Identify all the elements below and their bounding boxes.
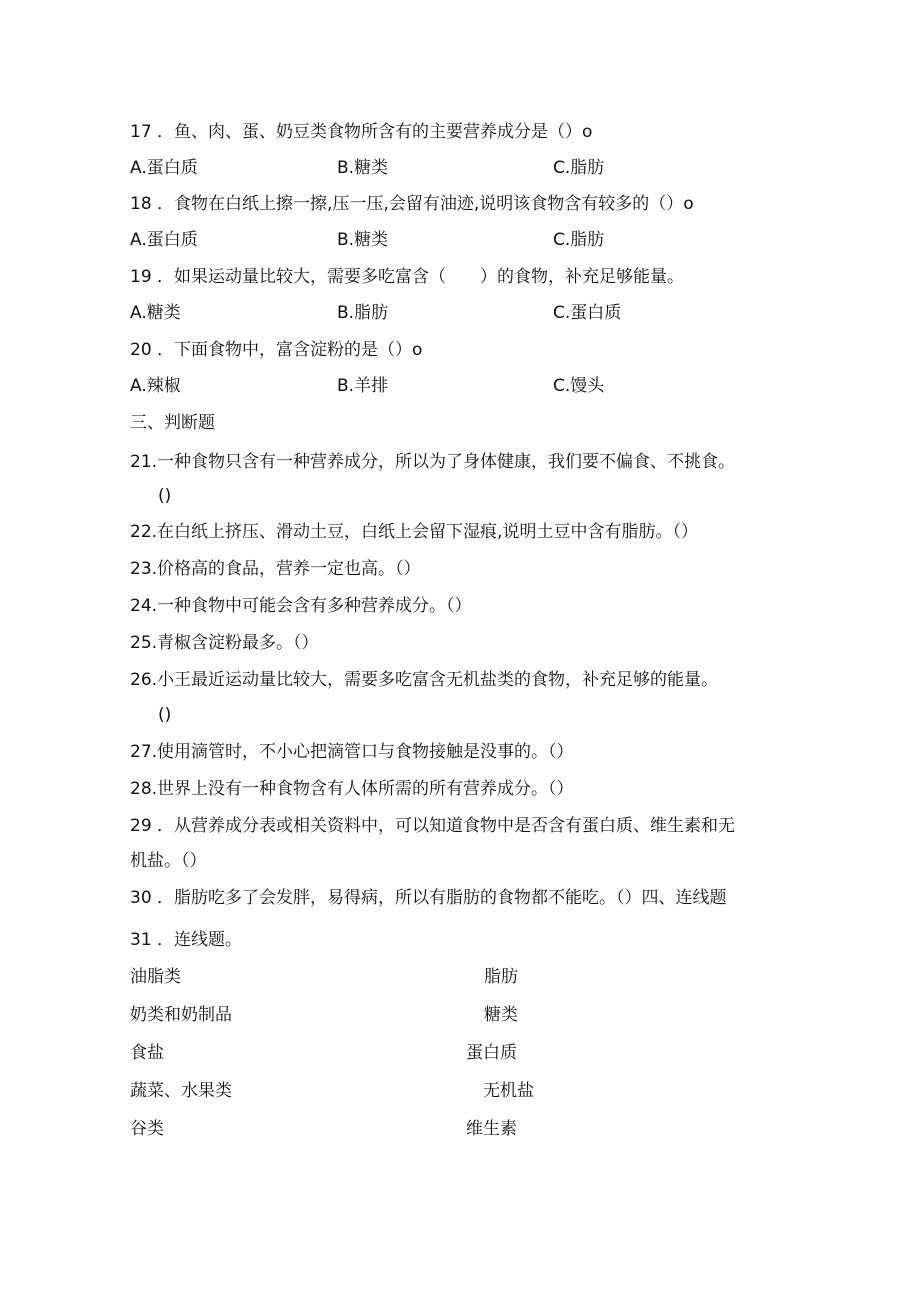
question-21-line-1: 21.一种食物只含有一种营养成分，所以为了身体健康，我们要不偏食、不挑食。 bbox=[130, 452, 736, 472]
q20-option-b: B.羊排 bbox=[337, 376, 389, 396]
question-28: 28.世界上没有一种食物含有人体所需的所有营养成分。（） bbox=[130, 779, 574, 799]
q17-option-c: C.脂肪 bbox=[553, 158, 605, 178]
match-left-item: 油脂类 bbox=[130, 967, 181, 987]
match-left-item: 蔬菜、水果类 bbox=[130, 1081, 232, 1101]
q18-option-a: A.蛋白质 bbox=[130, 230, 198, 250]
question-26-line-2: () bbox=[158, 705, 172, 725]
question-25: 25.青椒含淀粉最多。（） bbox=[130, 633, 319, 653]
question-27: 27.使用滴管时，不小心把滴管口与食物接触是没事的。（） bbox=[130, 742, 574, 762]
section-3-title: 三、判断题 bbox=[130, 413, 215, 433]
question-23: 23.价格高的食品，营养一定也高。（） bbox=[130, 559, 421, 579]
match-right-item: 脂肪 bbox=[484, 967, 518, 987]
match-right-item: 蛋白质 bbox=[466, 1043, 517, 1063]
question-21-line-2: () bbox=[158, 486, 172, 506]
q19-option-b: B.脂肪 bbox=[337, 303, 389, 323]
match-right-item: 维生素 bbox=[466, 1119, 517, 1139]
question-26-line-1: 26.小王最近运动量比较大，需要多吃富含无机盐类的食物，补充足够的能量。 bbox=[130, 670, 719, 690]
question-18-stem: 18 ．食物在白纸上擦一擦,压一压,会留有油迹,说明该食物含有较多的（）o bbox=[130, 194, 694, 214]
question-20-stem: 20 ．下面食物中，富含淀粉的是（）o bbox=[130, 340, 423, 360]
match-right-item: 无机盐 bbox=[483, 1081, 534, 1101]
q18-option-b: B.糖类 bbox=[337, 230, 389, 250]
q20-option-a: A.辣椒 bbox=[130, 376, 181, 396]
question-30: 30 ．脂肪吃多了会发胖，易得病，所以有脂肪的食物都不能吃。（）四、连线题 bbox=[130, 888, 727, 908]
question-29-line-2: 机盐。（） bbox=[130, 851, 207, 871]
match-right-item: 糖类 bbox=[484, 1005, 518, 1025]
question-19-stem: 19 ．如果运动量比较大，需要多吃富含（ ）的食物，补充足够能量。 bbox=[130, 267, 685, 287]
question-31-stem: 31 ．连线题。 bbox=[130, 930, 243, 950]
match-left-item: 食盐 bbox=[130, 1043, 164, 1063]
q17-option-b: B.糖类 bbox=[337, 158, 389, 178]
match-left-item: 奶类和奶制品 bbox=[130, 1005, 232, 1025]
question-22: 22.在白纸上挤压、滑动土豆，白纸上会留下湿痕,说明土豆中含有脂肪。（） bbox=[130, 522, 698, 542]
q19-option-c: C.蛋白质 bbox=[553, 303, 622, 323]
question-17-stem: 17 ．鱼、肉、蛋、奶豆类食物所含有的主要营养成分是（）o bbox=[130, 122, 593, 142]
q18-option-c: C.脂肪 bbox=[553, 230, 605, 250]
match-left-item: 谷类 bbox=[130, 1119, 164, 1139]
q19-option-a: A.糖类 bbox=[130, 303, 181, 323]
question-24: 24.一种食物中可能会含有多种营养成分。（） bbox=[130, 596, 472, 616]
q17-option-a: A.蛋白质 bbox=[130, 158, 198, 178]
q20-option-c: C.馒头 bbox=[553, 376, 605, 396]
question-29-line-1: 29 ．从营养成分表或相关资料中，可以知道食物中是否含有蛋白质、维生素和无 bbox=[130, 816, 736, 836]
